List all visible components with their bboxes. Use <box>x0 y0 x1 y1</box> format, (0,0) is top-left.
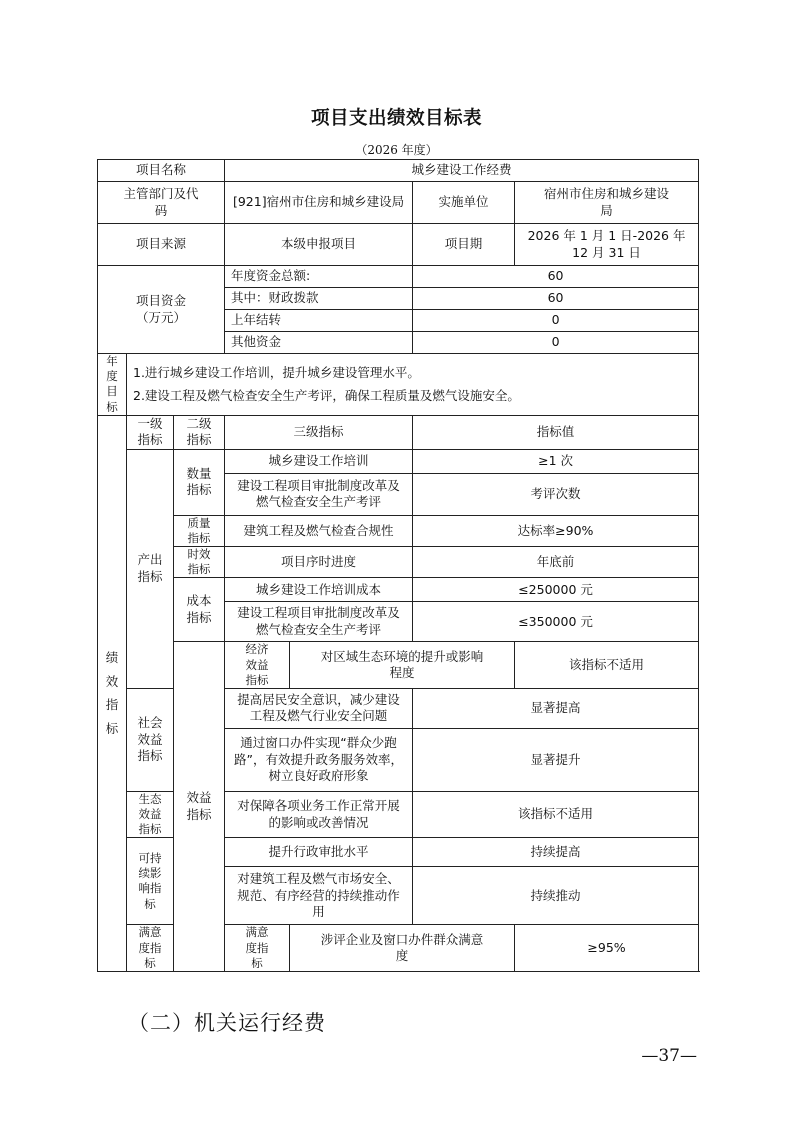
economic-benefit-label: 经济 效益 指标 <box>225 642 290 689</box>
impl-unit-value: 宿州市住房和城乡建设 局 <box>515 182 699 224</box>
indicator-name: 对区域生态环境的提升或影响 程度 <box>290 642 515 689</box>
indicator-value: ≤250000 元 <box>413 578 699 602</box>
funds-row-label: 年度资金总额: <box>225 266 413 288</box>
funds-row-value: 60 <box>413 288 699 310</box>
annual-goal-line: 2.建设工程及燃气检查安全生产考评，确保工程质量及燃气设施安全。 <box>133 388 520 404</box>
funds-row-label: 其中：财政拨款 <box>225 288 413 310</box>
indicator-value: ≤350000 元 <box>413 602 699 642</box>
cost-indicator-label: 成本 指标 <box>174 578 225 642</box>
indicator-value: 持续提高 <box>413 838 699 867</box>
indicator-value: 达标率≥90% <box>413 515 699 546</box>
indicator-value: 持续推动 <box>413 867 699 925</box>
funds-row-label: 其他资金 <box>225 332 413 354</box>
indicator-name: 建筑工程及燃气检查合规性 <box>225 515 413 546</box>
indicator-value: 考评次数 <box>413 473 699 515</box>
indicator-name: 城乡建设工作培训成本 <box>225 578 413 602</box>
indicator-value: 该指标不适用 <box>413 791 699 838</box>
project-name-label: 项目名称 <box>98 160 225 182</box>
dept-label: 主管部门及代 码 <box>98 182 225 224</box>
indicator-name: 通过窗口办件实现“群众少跑 路”，有效提升政务服务效率， 树立良好政府形象 <box>225 728 413 791</box>
quantity-indicator-label: 数量 指标 <box>174 449 225 515</box>
quality-indicator-label: 质量 指标 <box>174 515 225 546</box>
indicator-value: 显著提升 <box>413 728 699 791</box>
satisfaction-sub-label: 满意 度指 标 <box>225 925 290 972</box>
indicator-name: 涉评企业及窗口办件群众满意 度 <box>290 925 515 972</box>
funds-label: 项目资金 （万元） <box>98 266 225 354</box>
ecological-benefit-label: 生态 效益 指标 <box>127 791 174 838</box>
project-name-value: 城乡建设工作经费 <box>225 160 699 182</box>
annual-goals-label: 年 度 目 标 <box>98 354 127 416</box>
indicator-name: 建设工程项目审批制度改革及 燃气检查安全生产考评 <box>225 473 413 515</box>
output-indicators-label: 产出 指标 <box>127 449 174 688</box>
dept-value: [921]宿州市住房和城乡建设局 <box>225 182 413 224</box>
benefit-indicators-label: 效益 指标 <box>174 642 225 972</box>
header-level1: 一级 指标 <box>127 415 174 449</box>
indicator-value: 该指标不适用 <box>515 642 699 689</box>
period-value: 2026 年 1 月 1 日-2026 年 12 月 31 日 <box>515 224 699 266</box>
indicator-name: 提高居民安全意识，减少建设 工程及燃气行业安全问题 <box>225 688 413 728</box>
performance-indicators-label: 绩 效 指 标 <box>98 415 127 971</box>
period-label: 项目期 <box>413 224 515 266</box>
funds-row-value: 0 <box>413 332 699 354</box>
header-value: 指标值 <box>413 415 699 449</box>
indicator-value: ≥95% <box>515 925 699 972</box>
indicator-name: 对保障各项业务工作正常开展 的影响或改善情况 <box>225 791 413 838</box>
indicator-name: 城乡建设工作培训 <box>225 449 413 473</box>
year-subtitle: （2026 年度） <box>355 143 438 157</box>
source-value: 本级申报项目 <box>225 224 413 266</box>
indicator-value: 年底前 <box>413 547 699 578</box>
funds-row-value: 0 <box>413 310 699 332</box>
indicator-name: 提升行政审批水平 <box>225 838 413 867</box>
page-title: 项目支出绩效目标表 <box>310 108 482 129</box>
indicator-name: 建设工程项目审批制度改革及 燃气检查安全生产考评 <box>225 602 413 642</box>
indicator-value: 显著提高 <box>413 688 699 728</box>
annual-goals-content <box>127 354 699 416</box>
source-label: 项目来源 <box>98 224 225 266</box>
header-level2: 二级 指标 <box>174 415 225 449</box>
sustainable-impact-label: 可持 续影 响指 标 <box>127 838 174 925</box>
page-number: —37— <box>641 1046 697 1066</box>
indicator-value: ≥1 次 <box>413 449 699 473</box>
funds-row-label: 上年结转 <box>225 310 413 332</box>
performance-table <box>97 159 699 972</box>
header-level3: 三级指标 <box>225 415 413 449</box>
social-benefit-label: 社会 效益 指标 <box>127 688 174 791</box>
funds-row-value: 60 <box>413 266 699 288</box>
timeliness-indicator-label: 时效 指标 <box>174 547 225 578</box>
indicator-name: 对建筑工程及燃气市场安全、 规范、有序经营的持续推动作 用 <box>225 867 413 925</box>
satisfaction-indicator-label: 满意 度指 标 <box>127 925 174 972</box>
impl-unit-label: 实施单位 <box>413 182 515 224</box>
indicator-name: 项目序时进度 <box>225 547 413 578</box>
annual-goal-line: 1.进行城乡建设工作培训，提升城乡建设管理水平。 <box>133 364 420 380</box>
section-heading: （二）机关运行经费 <box>128 1011 326 1035</box>
